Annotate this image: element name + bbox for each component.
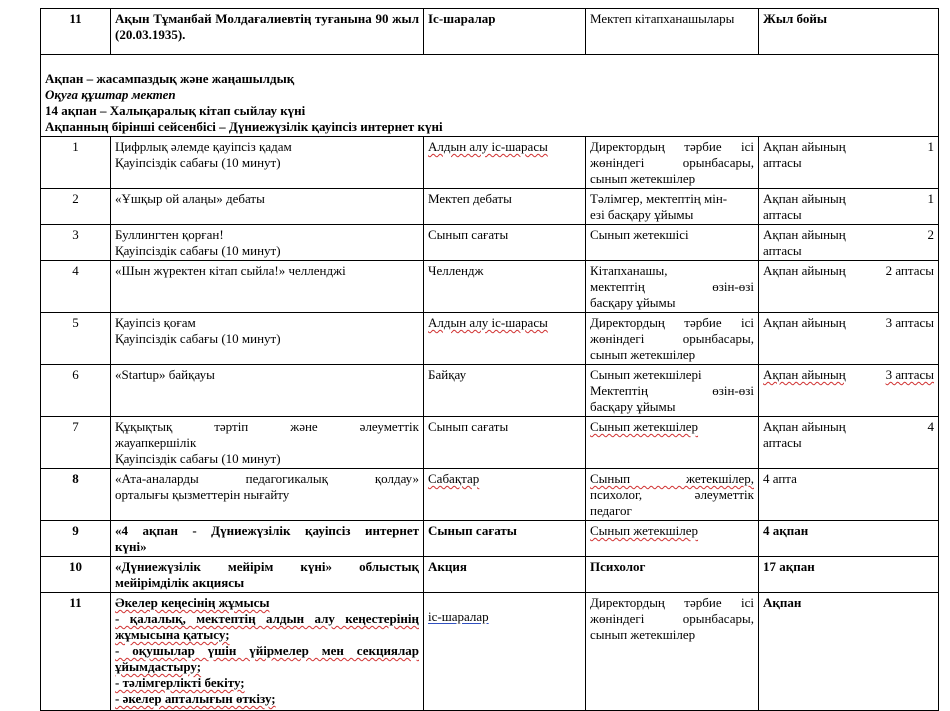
table-row [41, 469, 939, 521]
table-row [41, 261, 939, 313]
deadline-week: 4 [927, 419, 934, 434]
responsible-line: сынып жетекшілер [590, 627, 696, 642]
event-line: күні» [115, 539, 147, 554]
section-header [41, 55, 939, 137]
deadline-text: 17 ақпан [763, 559, 815, 574]
table-row [41, 313, 939, 365]
responsible-line: педагог [590, 503, 632, 518]
table-row [41, 9, 939, 55]
event-line: Буллингтен қорған! [115, 227, 224, 242]
responsible-line: Психолог [590, 559, 646, 574]
responsible-cell [586, 417, 759, 469]
responsible-cell [586, 593, 759, 711]
responsible-line: жөніндегі орынбасары, [590, 331, 754, 346]
event-cell [111, 557, 424, 593]
row-number: 7 [41, 417, 111, 469]
event-cell [111, 365, 424, 417]
table-row [41, 225, 939, 261]
table-row [41, 365, 939, 417]
row-number: 11 [41, 9, 111, 55]
responsible-line: Кітапханашы, [590, 263, 668, 278]
row-number: 6 [41, 365, 111, 417]
deadline-text: Ақпан айының [763, 367, 846, 382]
deadline-text: аптасы [763, 155, 802, 170]
deadline-text: Ақпан айының [763, 315, 846, 330]
responsible-line: басқару ұйымы [590, 399, 676, 414]
deadline-cell [759, 313, 939, 365]
row-number: 3 [41, 225, 111, 261]
responsible-line: Директордың тәрбие ісі [590, 595, 754, 610]
deadline-text: Ақпан айының [763, 419, 846, 434]
deadline-text: Ақпан айының [763, 227, 846, 242]
section-subtheme: Оқуға құштар мектеп [45, 87, 176, 102]
type-cell: Байқау [424, 365, 586, 417]
event-line: мейірімділік акциясы [115, 575, 245, 590]
responsible-line: езі басқару ұйымы [590, 207, 694, 222]
responsible-line: басқару ұйымы [590, 295, 676, 310]
type-text: іс-шаралар [428, 609, 489, 624]
event-line: - қалалық, мектептің алдын алу кеңестерінің [115, 611, 419, 626]
section-date-2: Ақпанның бірінші сейсенбісі – Дүниежүзілік қауіпсіз интернет күні [45, 119, 443, 134]
deadline-text: 4 ақпан [763, 523, 809, 538]
event-line: «4 ақпан - Дүниежүзілік қауіпсіз интернет [115, 523, 419, 538]
event-line: жауапкершілік [115, 435, 197, 450]
deadline-week: 2 [927, 227, 934, 242]
type-text: Алдын алу іс-шарасы [428, 315, 548, 330]
type-cell: Іс-шаралар [424, 9, 586, 55]
responsible-line: сынып жетекшілер [590, 171, 696, 186]
event-line: «Шын жүректен кітап сыйла!» челленджі [115, 263, 346, 278]
responsible-cell: Мектеп кітапханашылары [586, 9, 759, 55]
responsible-line: мектептің өзін-өзі [590, 279, 754, 294]
event-line: Қауіпсіздік сабағы (10 минут) [115, 243, 281, 258]
responsible-cell [586, 313, 759, 365]
deadline-week: 2 аптасы [885, 263, 934, 278]
type-cell: Сынып сағаты [424, 417, 586, 469]
type-text: Алдын алу іс-шарасы [428, 139, 548, 154]
event-line: Қауіпсіздік сабағы (10 минут) [115, 331, 281, 346]
row-number: 5 [41, 313, 111, 365]
section-month-theme: Ақпан – жасампаздық және жаңашылдық [45, 71, 295, 86]
deadline-text: Ақпан айының [763, 263, 846, 278]
event-line: Әкелер кеңесінің жұмысы [115, 595, 270, 610]
event-line: - оқушылар үшін үйірмелер мен секциялар [115, 643, 419, 658]
type-cell [424, 593, 586, 711]
responsible-line: Сынып жетекшілер [590, 419, 699, 434]
row-number: 11 [41, 593, 111, 711]
deadline-cell [759, 593, 939, 711]
deadline-text: аптасы [763, 207, 802, 222]
responsible-line: жөніндегі орынбасары, [590, 611, 754, 626]
deadline-week: 1 [927, 139, 934, 154]
deadline-week: 3 аптасы [885, 315, 934, 330]
responsible-cell [586, 365, 759, 417]
event-cell [111, 261, 424, 313]
deadline-text: Ақпан айының [763, 191, 846, 206]
deadline-text: Ақпан [763, 595, 802, 610]
responsible-line: Мектептің өзін-өзі [590, 383, 754, 398]
event-cell [111, 313, 424, 365]
row-number: 4 [41, 261, 111, 313]
responsible-line: Сынып жетекшілер, [590, 471, 754, 486]
row-number: 10 [41, 557, 111, 593]
responsible-line: Директордың тәрбие ісі [590, 139, 754, 154]
section-header-row [41, 55, 939, 137]
type-cell: Челлендж [424, 261, 586, 313]
deadline-cell [759, 417, 939, 469]
type-cell: Сынып сағаты [424, 225, 586, 261]
event-cell [111, 593, 424, 711]
event-cell [111, 137, 424, 189]
responsible-cell [586, 521, 759, 557]
responsible-line: жөніндегі орынбасары, [590, 155, 754, 170]
row-number: 9 [41, 521, 111, 557]
event-line: жұмысына қатысу; [115, 627, 230, 642]
event-line: «Ұшқыр ой алаңы» дебаты [115, 191, 265, 206]
section-date-1: 14 ақпан – Халықаралық кітап сыйлау күні [45, 103, 306, 118]
event-line: - тәлімгерлікті бекіту; [115, 675, 245, 690]
responsible-cell [586, 557, 759, 593]
deadline-text: Ақпан айының [763, 139, 846, 154]
deadline-cell [759, 521, 939, 557]
deadline-cell [759, 261, 939, 313]
event-line: Қауіпсіздік сабағы (10 минут) [115, 155, 281, 170]
responsible-cell [586, 225, 759, 261]
event-line: Құқықтық тәртіп және әлеуметтік [115, 419, 419, 434]
table-row [41, 521, 939, 557]
event-cell [111, 521, 424, 557]
row-number: 2 [41, 189, 111, 225]
responsible-line: Тәлімгер, мектептің мін- [590, 191, 728, 206]
responsible-cell [586, 261, 759, 313]
event-cell [111, 189, 424, 225]
deadline-cell [759, 365, 939, 417]
deadline-cell [759, 137, 939, 189]
event-line: «Ата-аналарды педагогикалық қолдау» [115, 471, 419, 486]
table-row [41, 557, 939, 593]
plan-table [40, 8, 939, 711]
event-cell [111, 417, 424, 469]
deadline-cell [759, 557, 939, 593]
deadline-week: 1 [927, 191, 934, 206]
responsible-line: сынып жетекшілер [590, 347, 696, 362]
row-number: 8 [41, 469, 111, 521]
deadline-text: аптасы [763, 435, 802, 450]
responsible-cell [586, 189, 759, 225]
deadline-text: аптасы [763, 243, 802, 258]
responsible-cell [586, 137, 759, 189]
event-line: орталығы қызметтерін нығайту [115, 487, 290, 502]
deadline-cell [759, 225, 939, 261]
deadline-cell [759, 189, 939, 225]
type-cell: Сынып сағаты [424, 521, 586, 557]
table-row [41, 137, 939, 189]
type-cell [424, 469, 586, 521]
event-cell: Ақын Тұманбай Молдағалиевтің туғанына 90 жыл (20.03.1935). [111, 9, 424, 55]
responsible-line: Директордың тәрбие ісі [590, 315, 754, 330]
type-cell: Мектеп дебаты [424, 189, 586, 225]
event-line: ұйымдастыру; [115, 659, 202, 674]
responsible-line: психолог, әлеуметтік [590, 487, 754, 502]
responsible-line: Сынып жетекшілер [590, 523, 699, 538]
event-line: Қауіпсіздік сабағы (10 минут) [115, 451, 281, 466]
event-line: «Дүниежүзілік мейірім күні» облыстық [115, 559, 419, 574]
type-cell: Акция [424, 557, 586, 593]
deadline-cell [759, 469, 939, 521]
table-row [41, 593, 939, 711]
deadline-week: 3 аптасы [885, 367, 934, 382]
row-number: 1 [41, 137, 111, 189]
event-cell [111, 469, 424, 521]
event-line: Цифрлық әлемде қауіпсіз қадам [115, 139, 292, 154]
table-row [41, 417, 939, 469]
table-row [41, 189, 939, 225]
type-cell [424, 137, 586, 189]
type-cell [424, 313, 586, 365]
event-line: - әкелер апталығын өткізу; [115, 691, 276, 706]
event-line: «Startup» байқауы [115, 367, 215, 382]
deadline-cell: Жыл бойы [759, 9, 939, 55]
event-line: Қауіпсіз қоғам [115, 315, 196, 330]
responsible-line: Сынып жетекшілері [590, 367, 702, 382]
deadline-text: 4 апта [763, 471, 797, 486]
responsible-line: Сынып жетекшісі [590, 227, 689, 242]
event-cell [111, 225, 424, 261]
responsible-cell [586, 469, 759, 521]
type-text: Сабақтар [428, 471, 480, 486]
